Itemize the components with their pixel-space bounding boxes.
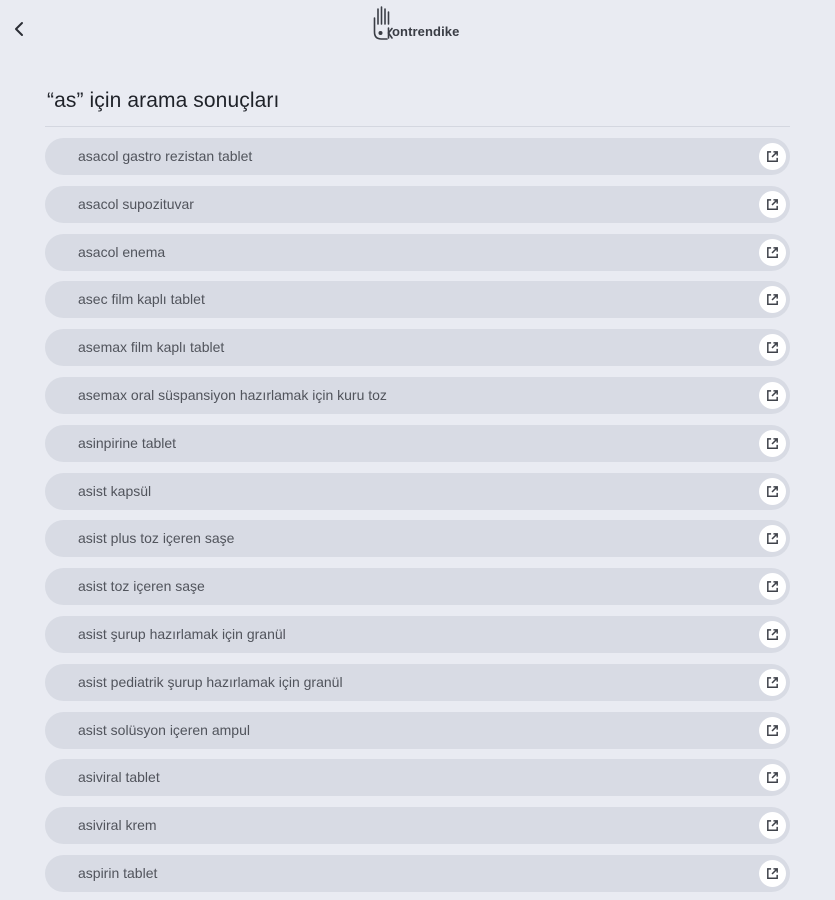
- result-label: asist pediatrik şurup hazırlamak için granül: [78, 673, 343, 690]
- open-external-icon: [765, 197, 780, 212]
- result-item[interactable]: [45, 425, 790, 462]
- back-button[interactable]: [8, 16, 30, 42]
- open-result-button[interactable]: [759, 382, 786, 409]
- result-item[interactable]: [45, 377, 790, 414]
- open-result-button[interactable]: [759, 812, 786, 839]
- result-item[interactable]: [45, 473, 790, 510]
- result-item[interactable]: [45, 186, 790, 223]
- result-label: asacol enema: [78, 243, 166, 260]
- result-label: asist kapsül: [78, 482, 152, 499]
- open-result-button[interactable]: [759, 334, 786, 361]
- result-item[interactable]: [45, 234, 790, 271]
- open-result-button[interactable]: [759, 764, 786, 791]
- open-result-button[interactable]: [759, 717, 786, 744]
- search-results-title: “as” için arama sonuçları: [47, 89, 280, 112]
- open-result-button[interactable]: [759, 239, 786, 266]
- results-list: [45, 138, 790, 900]
- open-result-button[interactable]: [759, 478, 786, 505]
- result-item[interactable]: [45, 329, 790, 366]
- open-external-icon: [765, 818, 780, 833]
- open-external-icon: [765, 866, 780, 881]
- open-result-button[interactable]: [759, 669, 786, 696]
- result-item[interactable]: [45, 855, 790, 892]
- result-label: asemax oral süspansiyon hazırlamak için kuru toz: [78, 386, 387, 403]
- open-external-icon: [765, 770, 780, 785]
- open-result-button[interactable]: [759, 430, 786, 457]
- result-label: asiviral tablet: [78, 769, 160, 786]
- open-external-icon: [765, 484, 780, 499]
- result-label: asist şurup hazırlamak için granül: [78, 625, 286, 642]
- result-label: asec film kaplı tablet: [78, 291, 205, 308]
- result-item[interactable]: [45, 281, 790, 318]
- result-item[interactable]: [45, 138, 790, 175]
- divider: [45, 126, 790, 127]
- result-label: asiviral krem: [78, 817, 157, 834]
- open-external-icon: [765, 579, 780, 594]
- open-external-icon: [765, 388, 780, 403]
- open-external-icon: [765, 292, 780, 307]
- open-result-button[interactable]: [759, 525, 786, 552]
- result-label: asist plus toz içeren saşe: [78, 530, 235, 547]
- result-item[interactable]: [45, 568, 790, 605]
- open-external-icon: [765, 149, 780, 164]
- result-label: aspirin tablet: [78, 864, 158, 881]
- open-external-icon: [765, 245, 780, 260]
- chevron-left-icon: [12, 19, 26, 39]
- result-label: asemax film kaplı tablet: [78, 339, 225, 356]
- open-result-button[interactable]: [759, 860, 786, 887]
- top-bar: [0, 0, 835, 60]
- result-item[interactable]: [45, 807, 790, 844]
- open-external-icon: [765, 340, 780, 355]
- open-external-icon: [765, 675, 780, 690]
- result-item[interactable]: [45, 664, 790, 701]
- open-external-icon: [765, 531, 780, 546]
- result-label: asinpirine tablet: [78, 434, 177, 451]
- open-result-button[interactable]: [759, 191, 786, 218]
- result-label: asist toz içeren saşe: [78, 578, 205, 595]
- result-label: asacol supozituvar: [78, 195, 194, 212]
- result-label: asacol gastro rezistan tablet: [78, 148, 253, 164]
- open-external-icon: [765, 627, 780, 642]
- result-item[interactable]: [45, 712, 790, 749]
- logo-text: ontrendike: [392, 24, 460, 39]
- result-item[interactable]: [45, 520, 790, 557]
- open-external-icon: [765, 436, 780, 451]
- open-external-icon: [765, 723, 780, 738]
- app-logo: [371, 6, 459, 44]
- open-result-button[interactable]: [759, 573, 786, 600]
- hand-logo-icon: [371, 6, 393, 44]
- result-item[interactable]: [45, 616, 790, 653]
- result-item[interactable]: [45, 759, 790, 796]
- result-label: asist solüsyon içeren ampul: [78, 721, 250, 738]
- open-result-button[interactable]: [759, 286, 786, 313]
- open-result-button[interactable]: [759, 143, 786, 170]
- open-result-button[interactable]: [759, 621, 786, 648]
